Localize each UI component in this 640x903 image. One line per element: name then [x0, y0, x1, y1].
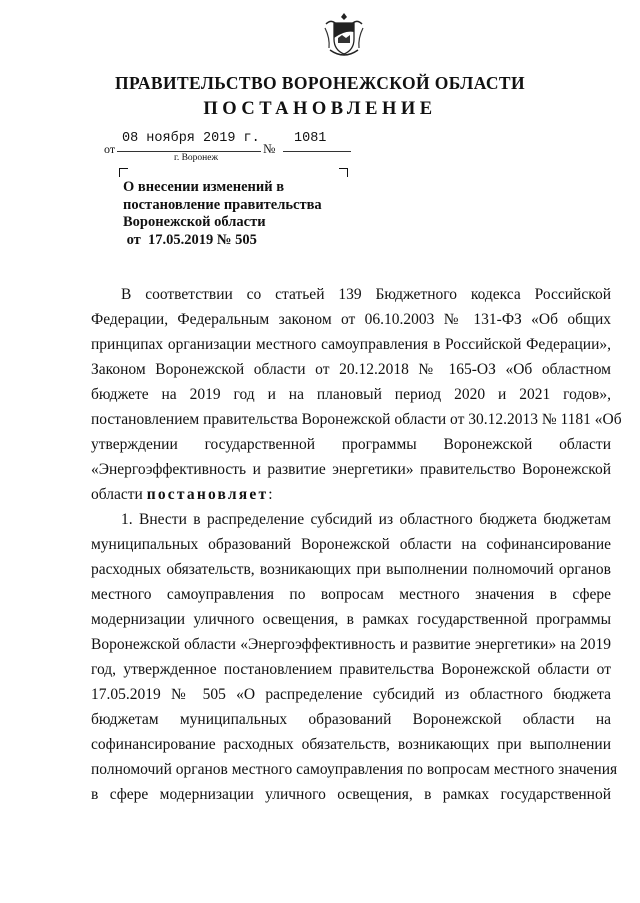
- body-line: местного самоуправления по вопросам местного значения в сфере: [91, 586, 611, 603]
- body-line-resolution: [91, 482, 611, 507]
- body-line: «Энергоэффективность и развитие энергетики» правительство Воронежской: [91, 461, 611, 478]
- body-line: софинансирование расходных обязательств, возникающих при выполнении: [91, 736, 611, 753]
- organization-title: ПРАВИТЕЛЬСТВО ВОРОНЕЖСКОЙ ОБЛАСТИ: [114, 73, 526, 93]
- body-line: 17.05.2019 № 505 «О распределение субсидий из областного бюджета: [91, 686, 611, 703]
- bracket-right-corner: [339, 168, 348, 177]
- body-line: в сфере модернизации уличного освещения, в рамках государственной: [91, 786, 611, 803]
- body-line: бюджете на 2019 год и на плановый период 2020 и 2021 годов»,: [91, 386, 611, 403]
- body-line: год, утвержденное постановлением правительства Воронежской области от: [91, 661, 611, 678]
- body-line: принципах организации местного самоуправления в Российской Федерации»,: [91, 336, 611, 353]
- resolution-keyword: постановляет: [146, 486, 269, 503]
- body-line: 1. Внести в распределение субсидий из областного бюджета бюджетам: [121, 511, 611, 528]
- resolution-suffix: :: [268, 486, 273, 503]
- document-number: 1081: [294, 131, 327, 146]
- body-line: Законом Воронежской области от 20.12.2018 № 165-ОЗ «Об областном: [91, 361, 611, 378]
- coat-of-arms-icon: [322, 10, 366, 60]
- subject-line: О внесении изменений в: [123, 179, 285, 195]
- body-line: Воронежской области «Энергоэффективность и развитие энергетики» на 2019: [91, 636, 611, 653]
- document-subject: [123, 179, 383, 249]
- subject-line: постановление правительства: [123, 196, 322, 213]
- subject-line: Воронежской области: [123, 214, 266, 230]
- body-line: бюджетам муниципальных образований Воронежской области на: [91, 711, 611, 728]
- body-line: В соответствии со статьей 139 Бюджетного кодекса Российской: [121, 286, 611, 303]
- document-type: ПОСТАНОВЛЕНИЕ: [203, 99, 437, 119]
- body-line: модернизации уличного освещения, в рамках государственной программы: [91, 611, 611, 628]
- date-label: от: [104, 142, 116, 156]
- document-date: 08 ноября 2019 г.: [122, 131, 260, 146]
- body-line: Федерации, Федеральным законом от 06.10.2003 № 131-ФЗ «Об общих: [91, 311, 611, 328]
- body-line: полномочий органов местного самоуправления по вопросам местного значения: [91, 761, 618, 778]
- body-line: расходных обязательств, возникающих при выполнении полномочий органов: [91, 561, 611, 578]
- document-body: [91, 282, 622, 807]
- body-line: муниципальных образований Воронежской области на софинансирование: [91, 536, 611, 553]
- number-label: №: [263, 141, 276, 156]
- body-line: постановлением правительства Воронежской области от 30.12.2013 № 1181 «Об: [91, 411, 622, 428]
- subject-line: от 17.05.2019 № 505: [123, 231, 257, 248]
- resolution-prefix: области: [91, 486, 147, 503]
- city-label: г. Воронеж: [174, 153, 219, 163]
- bracket-left-corner: [119, 168, 128, 177]
- body-line: утверждении государственной программы Воронежской области: [91, 436, 611, 453]
